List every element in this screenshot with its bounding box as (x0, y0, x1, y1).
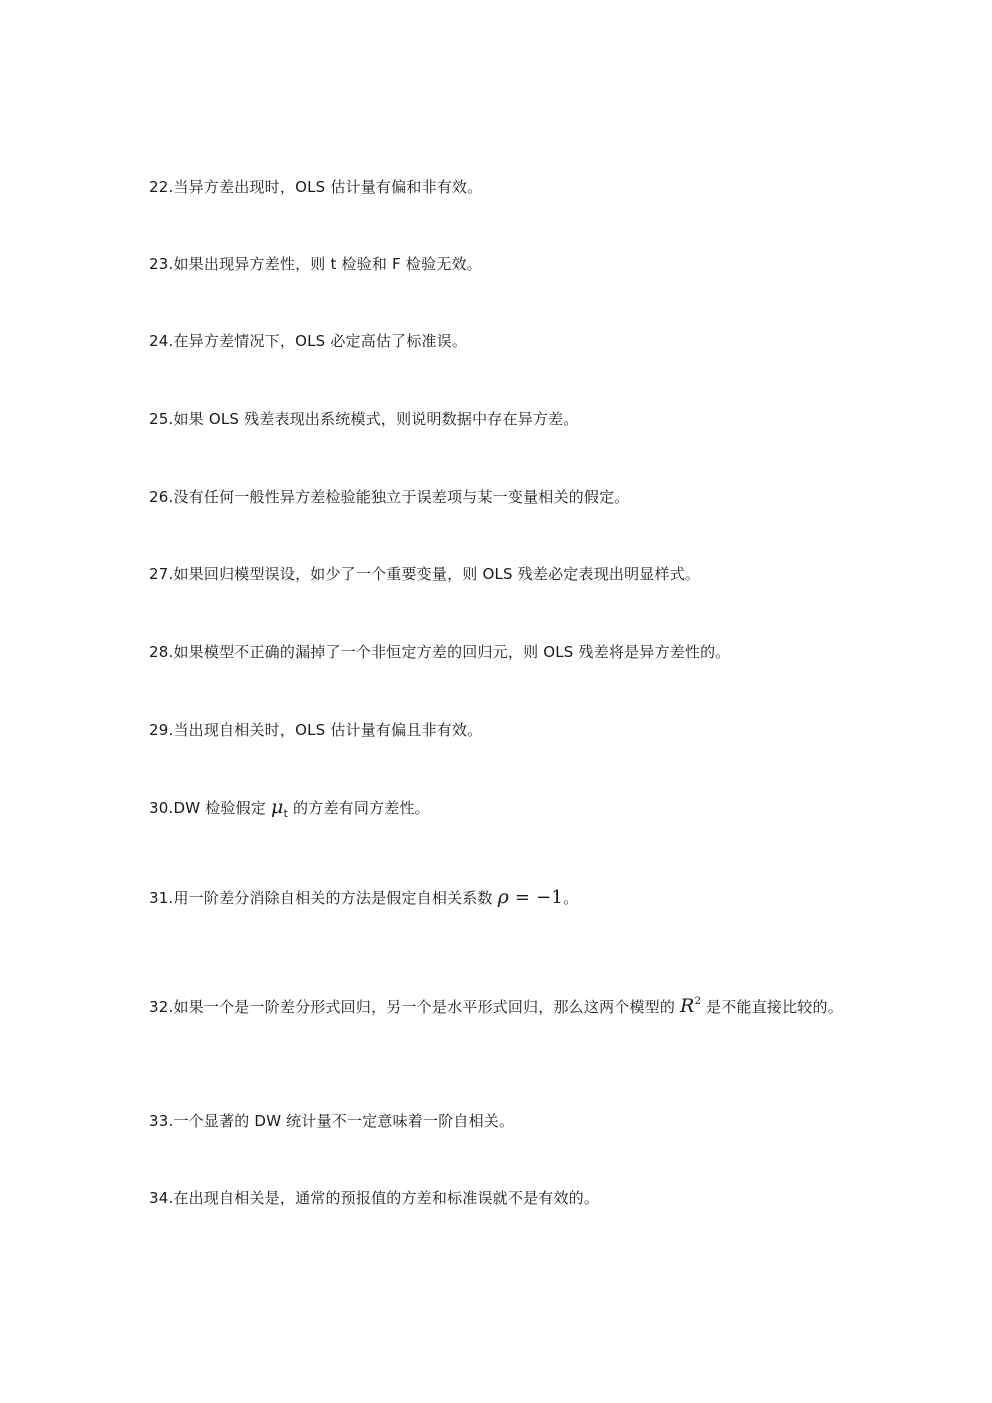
statement-text: 在出现自相关是，通常的预报值的方差和标准误就不是有效的。 (173, 1189, 600, 1207)
statement-text-after: 是不能直接比较的。 (701, 998, 843, 1016)
statement-text-after: 的方差有同方差性。 (288, 799, 430, 817)
statement-number: 24. (149, 332, 174, 350)
statement-number: 29. (149, 721, 174, 739)
statement-text: 如果 OLS 残差表现出系统模式，则说明数据中存在异方差。 (173, 410, 579, 428)
statement-number: 32. (149, 998, 174, 1016)
statement-31 (149, 882, 849, 913)
statement-34 (149, 1183, 849, 1213)
statement-28 (149, 637, 849, 667)
statement-text: 如果模型不正确的漏掉了一个非恒定方差的回归元，则 OLS 残差将是异方差性的。 (173, 643, 731, 661)
statement-number: 31. (149, 889, 174, 907)
statement-text-after: 。 (563, 889, 579, 907)
statement-text: 如果回归模型误设，如少了一个重要变量，则 OLS 残差必定表现出明显样式。 (173, 565, 701, 583)
math-equation: = −1 (509, 887, 564, 908)
math-mu: μ (271, 796, 284, 818)
statement-number: 30. (149, 799, 174, 817)
statement-text: 在异方差情况下，OLS 必定高估了标准误。 (173, 332, 468, 350)
statement-number: 22. (149, 178, 174, 196)
statement-32 (149, 988, 849, 1028)
statement-text: 当出现自相关时，OLS 估计量有偏且非有效。 (173, 721, 483, 739)
statement-26 (149, 482, 849, 512)
statement-number: 25. (149, 410, 174, 428)
statement-27 (149, 559, 849, 589)
statement-number: 26. (149, 488, 174, 506)
math-rho: ρ (497, 886, 510, 908)
statement-text: 一个显著的 DW 统计量不一定意味着一阶自相关。 (173, 1112, 515, 1130)
statement-text: DW 检验假定 (173, 799, 271, 817)
math-superscript: 2 (694, 996, 702, 1007)
statement-22 (149, 172, 849, 202)
statement-number: 23. (149, 255, 174, 273)
statement-number: 33. (149, 1112, 174, 1130)
math-subscript: t (283, 807, 289, 820)
statement-number: 27. (149, 565, 174, 583)
statement-text: 当异方差出现时，OLS 估计量有偏和非有效。 (173, 178, 483, 196)
statement-24 (149, 326, 849, 356)
statement-29 (149, 715, 849, 745)
statement-text: 没有任何一般性异方差检验能独立于误差项与某一变量相关的假定。 (173, 488, 630, 506)
math-r: R (680, 995, 695, 1017)
statement-text: 如果出现异方差性，则 t 检验和 F 检验无效。 (173, 255, 482, 273)
statement-33 (149, 1106, 849, 1136)
statement-number: 34. (149, 1189, 174, 1207)
statement-text: 如果一个是一阶差分形式回归，另一个是水平形式回归，那么这两个模型的 (173, 998, 681, 1016)
statement-30 (149, 792, 849, 825)
statement-text: 用一阶差分消除自相关的方法是假定自相关系数 (173, 889, 498, 907)
statement-23 (149, 249, 849, 279)
statement-25 (149, 404, 849, 434)
statement-number: 28. (149, 643, 174, 661)
